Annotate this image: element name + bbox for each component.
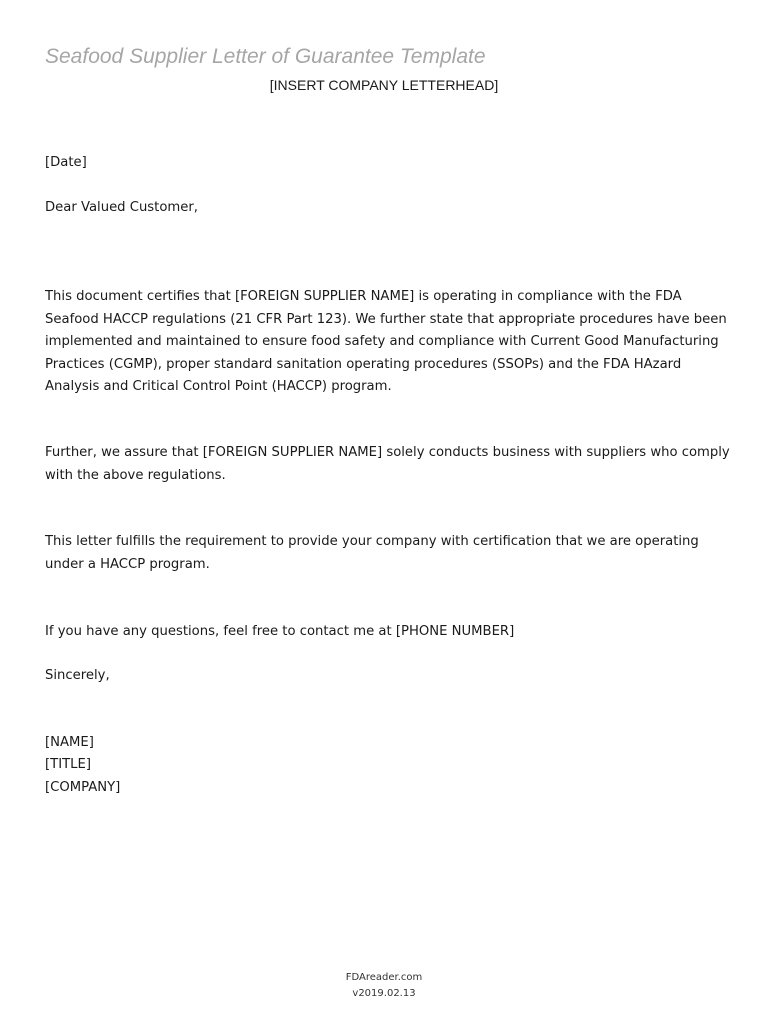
page-footer <box>0 970 768 1001</box>
contact-line: If you have any questions, feel free to contact me at [PHONE NUMBER] <box>45 624 515 639</box>
body-paragraph-assurance: Further, we assure that [FOREIGN SUPPLIER NAME] solely conducts business with suppliers who comply with the above regulations. <box>45 445 730 483</box>
date-placeholder: [Date] <box>45 155 87 170</box>
signature-name: [NAME] <box>45 735 94 750</box>
footer-site: FDAreader.com <box>345 972 423 983</box>
body-paragraph-compliance: This document certifies that [FOREIGN SUPPLIER NAME] is operating in compliance with the FDA Seafood HACCP regulations (21 CFR Part 123). We further state that appropriate procedures have been implemented and maintained to ensure food safety and compliance with Current Good Manufacturing Practices (CGMP), proper standard sanitation operating procedures (SSOPs) and the FDA HAzard Analysis and Critical Control Point (HACCP) program. <box>45 289 727 394</box>
salutation: Dear Valued Customer, <box>45 200 198 215</box>
letterhead-placeholder: [INSERT COMPANY LETTERHEAD] <box>269 77 499 93</box>
signature-title: [TITLE] <box>45 757 91 772</box>
closing: Sincerely, <box>45 668 110 683</box>
signature-company: [COMPANY] <box>45 780 121 795</box>
template-title: Seafood Supplier Letter of Guarantee Template <box>45 45 486 68</box>
body-paragraph-certification: This letter fulfills the requirement to provide your company with certification that we are operating under a HACCP program. <box>45 534 699 572</box>
footer-version: v2019.02.13 <box>352 987 416 999</box>
